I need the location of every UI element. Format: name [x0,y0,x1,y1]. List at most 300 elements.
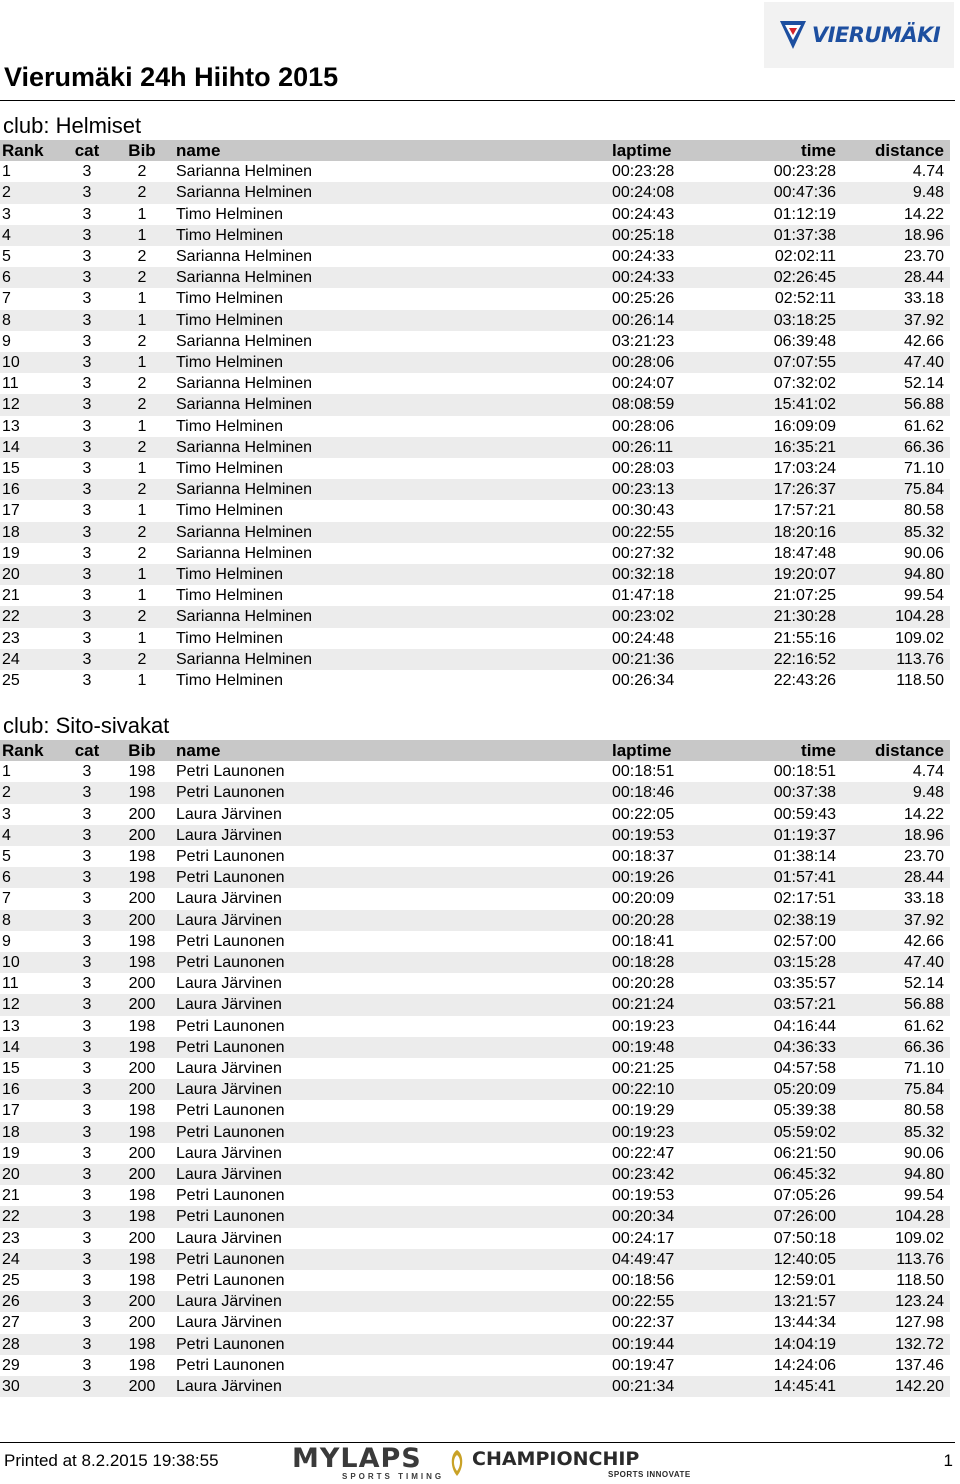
cell-laptime: 00:22:55 [610,522,724,543]
cell-rank: 15 [2,460,20,478]
table-row [0,437,950,458]
table-row [0,1164,950,1185]
col-cat-header: cat [64,140,110,161]
table-row [0,670,950,691]
club-section-helmiset [0,112,942,691]
cell-rank: 15 [2,1060,20,1078]
cell-rank: 21 [2,1187,20,1205]
cell-laptime: 00:25:18 [610,225,724,246]
cell-laptime: 00:23:42 [610,1164,724,1185]
table-row [0,1376,950,1397]
cell-bib: 2 [137,332,147,350]
cell-time: 05:59:02 [724,1122,838,1143]
cell-name: Petri Launonen [176,763,285,781]
cell-rank: 5 [2,248,11,266]
cell-cat: 3 [64,1249,110,1270]
cell-cat: 3 [64,479,110,500]
cell-distance: 42.66 [903,932,944,950]
cell-cat: 3 [82,205,92,223]
cell-name: Sarianna Helminen [174,394,610,415]
results-table [0,140,950,691]
cell-time: 21:30:28 [724,606,838,627]
cell-cat: 3 [82,1144,92,1162]
cell-bib: 200 [128,1314,156,1332]
cell-cat: 3 [82,975,92,993]
cell-rank: 9 [2,332,11,350]
table-row [0,267,950,288]
cell-time: 01:12:19 [773,205,836,223]
cell-time: 02:52:11 [774,290,836,308]
cell-laptime: 00:19:26 [610,867,724,888]
cell-time: 14:45:41 [724,1376,838,1397]
cell-distance: 75.84 [838,479,950,500]
cell-cat: 3 [64,182,110,203]
cell-bib: 200 [128,975,156,993]
table-row [0,1122,950,1143]
cell-bib: 198 [110,952,174,973]
cell-bib: 198 [128,1017,156,1035]
table-row [0,182,950,203]
cell-name: Laura Järvinen [174,910,610,931]
cell-laptime: 00:20:34 [610,1206,724,1227]
cell-time: 01:19:37 [724,825,838,846]
championchip-logo-text: CHAMPIONCHIP [472,1448,640,1470]
cell-name: Sarianna Helminen [176,375,313,393]
table-row [0,543,950,564]
cell-cat: 3 [82,1229,92,1247]
cell-cat: 3 [64,352,110,373]
cell-time: 19:20:07 [724,564,838,585]
cell-time: 00:59:43 [773,805,836,823]
cell-name: Petri Launonen [174,1122,610,1143]
cell-distance: 23.70 [903,248,944,266]
table-row [0,1312,950,1333]
cell-rank: 4 [0,825,64,846]
table-row [0,994,950,1015]
table-row [0,1249,950,1270]
cell-cat: 3 [64,1122,110,1143]
cell-bib: 1 [110,564,174,585]
cell-name: Timo Helminen [176,587,283,605]
mylaps-logo-subtitle: SPORTS TIMING [342,1472,445,1481]
cell-bib: 1 [137,417,147,435]
cell-name: Petri Launonen [174,1206,610,1227]
page-footer [0,1443,955,1482]
cell-bib: 198 [128,1187,156,1205]
cell-bib: 198 [110,867,174,888]
cell-rank: 20 [0,564,64,585]
cell-laptime: 00:19:53 [610,825,724,846]
cell-laptime: 00:20:09 [612,890,675,908]
cell-cat: 3 [64,1376,110,1397]
cell-time: 02:26:45 [724,267,838,288]
mylaps-logo-text: MYLAPS [292,1443,422,1474]
cell-laptime: 00:32:18 [610,564,724,585]
table-row [0,1037,950,1058]
cell-laptime: 00:18:56 [612,1272,675,1290]
cell-cat: 3 [82,1017,92,1035]
cell-rank: 11 [2,375,19,393]
cell-bib: 200 [110,1291,174,1312]
cell-laptime: 00:19:47 [612,1356,675,1374]
table-row [0,1016,950,1037]
cell-rank: 25 [2,1272,20,1290]
table-row [0,1334,950,1355]
cell-cat: 3 [82,890,92,908]
cell-distance: 90.06 [903,544,944,562]
cell-laptime: 00:28:06 [612,417,675,435]
cell-bib: 198 [110,1249,174,1270]
cell-bib: 1 [137,629,147,647]
cell-time: 07:26:00 [724,1206,838,1227]
cell-laptime: 00:26:14 [610,310,724,331]
cell-cat: 3 [64,1037,110,1058]
cell-rank: 19 [2,544,20,562]
cell-distance: 18.96 [838,225,950,246]
table-row [0,458,950,479]
page-number: 1 [943,1451,953,1470]
cell-laptime: 00:19:23 [612,1017,675,1035]
cell-name: Laura Järvinen [176,1060,282,1078]
cell-name: Sarianna Helminen [174,649,610,670]
cell-cat: 3 [82,1187,92,1205]
cell-distance: 52.14 [903,375,944,393]
cell-time: 03:35:57 [773,975,836,993]
cell-distance: 80.58 [903,1102,944,1120]
cell-distance: 113.76 [838,649,950,670]
cell-time: 17:57:21 [773,502,836,520]
cell-time: 03:18:25 [724,310,838,331]
cell-time: 12:59:01 [773,1272,836,1290]
cell-laptime: 00:24:08 [610,182,724,203]
cell-rank: 1 [2,763,11,781]
cell-cat: 3 [64,910,110,931]
cell-name: Laura Järvinen [176,1314,282,1332]
cell-rank: 23 [2,1229,20,1247]
cell-bib: 2 [110,394,174,415]
cell-name: Laura Järvinen [176,1144,282,1162]
cell-time: 13:21:57 [724,1291,838,1312]
table-row [0,585,950,606]
championchip-logo [446,1448,691,1479]
cell-bib: 198 [128,848,156,866]
cell-laptime: 00:22:10 [610,1079,724,1100]
cell-laptime: 00:24:33 [612,248,675,266]
cell-name: Sarianna Helminen [174,479,610,500]
cell-time: 21:07:25 [773,587,836,605]
cell-distance: 113.76 [838,1249,950,1270]
cell-time: 17:26:37 [724,479,838,500]
cell-rank: 23 [2,629,20,647]
cell-distance: 99.54 [903,1187,944,1205]
cell-rank: 18 [0,522,64,543]
cell-distance: 37.92 [838,910,950,931]
table-header-row [0,140,950,161]
cell-distance: 9.48 [838,782,950,803]
cell-laptime: 00:25:26 [612,290,675,308]
cell-bib: 198 [128,1272,156,1290]
cell-bib: 200 [110,825,174,846]
table-row [0,225,950,246]
cell-distance: 56.88 [838,394,950,415]
table-row [0,782,950,803]
cell-name: Laura Järvinen [176,805,282,823]
cell-bib: 2 [110,267,174,288]
table-row [0,352,950,373]
table-row [0,952,950,973]
cell-time: 04:16:44 [773,1017,836,1035]
cell-laptime: 00:20:28 [610,910,724,931]
table-row [0,416,950,437]
cell-cat: 3 [82,417,92,435]
cell-rank: 22 [0,606,64,627]
cell-cat: 3 [64,867,110,888]
cell-laptime: 00:19:23 [610,1122,724,1143]
cell-laptime: 00:18:37 [612,848,675,866]
cell-bib: 200 [110,1164,174,1185]
cell-distance: 52.14 [903,975,944,993]
cell-laptime: 00:18:51 [612,763,675,781]
cell-time: 17:03:24 [773,460,836,478]
table-row [0,1355,950,1376]
cell-bib: 1 [137,460,147,478]
cell-cat: 3 [82,587,92,605]
cell-laptime: 00:24:43 [612,205,675,223]
cell-bib: 200 [110,994,174,1015]
cell-name: Timo Helminen [176,290,283,308]
table-row [0,288,950,309]
cell-distance: 90.06 [903,1144,944,1162]
cell-name: Laura Järvinen [174,825,610,846]
cell-bib: 200 [110,910,174,931]
table-row [0,246,950,267]
cell-cat: 3 [64,564,110,585]
cell-name: Timo Helminen [176,417,283,435]
cell-name: Sarianna Helminen [174,522,610,543]
cell-bib: 200 [128,1060,156,1078]
cell-rank: 7 [2,290,11,308]
cell-cat: 3 [82,163,92,181]
cell-bib: 2 [110,649,174,670]
col-name-header: name [174,140,610,161]
cell-rank: 16 [0,479,64,500]
cell-time: 06:39:48 [773,332,836,350]
cell-laptime: 00:23:02 [610,606,724,627]
table-row [0,888,950,909]
table-row [0,1185,950,1206]
cell-time: 18:20:16 [724,522,838,543]
cell-bib: 1 [110,310,174,331]
results-table [0,740,950,1397]
cell-bib: 1 [137,502,147,520]
cell-distance: 142.20 [838,1376,950,1397]
cell-cat: 3 [64,952,110,973]
table-row [0,628,950,649]
cell-laptime: 03:21:23 [612,332,675,350]
cell-cat: 3 [82,1060,92,1078]
cell-time: 15:41:02 [724,394,838,415]
cell-distance: 47.40 [838,352,950,373]
cell-name: Timo Helminen [176,205,283,223]
table-header-row [0,740,950,761]
cell-rank: 29 [2,1356,20,1374]
cell-distance: 23.70 [903,848,944,866]
cell-name: Petri Launonen [176,848,285,866]
cell-rank: 17 [2,1102,20,1120]
cell-name: Timo Helminen [176,460,283,478]
cell-bib: 1 [137,205,147,223]
cell-laptime: 00:19:48 [610,1037,724,1058]
cell-cat: 3 [82,1356,92,1374]
table-row [0,161,950,182]
cell-laptime: 00:28:03 [612,460,675,478]
cell-rank: 16 [0,1079,64,1100]
cell-laptime: 00:23:28 [612,163,675,181]
cell-rank: 24 [0,1249,64,1270]
cell-name: Sarianna Helminen [176,248,313,266]
cell-time: 14:04:19 [724,1334,838,1355]
cell-bib: 200 [110,1079,174,1100]
club-section-sito-sivakat [0,712,942,1397]
cell-bib: 2 [137,375,147,393]
cell-rank: 4 [0,225,64,246]
cell-cat: 3 [64,1206,110,1227]
cell-laptime: 00:26:34 [612,672,675,690]
table-row [0,1143,950,1164]
cell-bib: 2 [137,248,147,266]
cell-bib: 2 [110,522,174,543]
cell-cat: 3 [64,1164,110,1185]
col-rank-header: Rank [0,740,64,761]
cell-bib: 198 [128,1356,156,1374]
cell-time: 14:24:06 [773,1356,836,1374]
cell-time: 06:21:50 [773,1144,836,1162]
cell-rank: 10 [0,352,64,373]
cell-cat: 3 [82,1272,92,1290]
cell-rank: 12 [0,994,64,1015]
vierumaki-logo-text: VIERUMÄKI [811,23,941,47]
cell-bib: 1 [137,672,147,690]
cell-laptime: 00:18:28 [610,952,724,973]
cell-laptime: 00:24:17 [612,1229,675,1247]
cell-name: Timo Helminen [174,564,610,585]
cell-bib: 198 [110,782,174,803]
cell-rank: 19 [2,1144,20,1162]
cell-name: Sarianna Helminen [176,544,313,562]
cell-time: 12:40:05 [724,1249,838,1270]
vierumaki-logo [764,2,954,68]
cell-distance: 118.50 [896,672,944,690]
cell-bib: 200 [110,1376,174,1397]
cell-distance: 75.84 [838,1079,950,1100]
page-title: Vierumäki 24h Hiihto 2015 [4,62,339,92]
cell-cat: 3 [64,782,110,803]
cell-name: Sarianna Helminen [174,437,610,458]
table-row [0,1079,950,1100]
cell-distance: 71.10 [903,1060,944,1078]
cell-bib: 2 [110,437,174,458]
cell-name: Sarianna Helminen [174,182,610,203]
table-row [0,522,950,543]
cell-bib: 1 [137,587,147,605]
cell-bib: 200 [128,1229,156,1247]
cell-name: Sarianna Helminen [174,606,610,627]
cell-rank: 22 [0,1206,64,1227]
cell-rank: 2 [0,182,64,203]
cell-distance: 127.98 [895,1314,944,1332]
cell-name: Petri Launonen [174,1334,610,1355]
cell-distance: 118.50 [896,1272,944,1290]
cell-rank: 18 [0,1122,64,1143]
cell-time: 13:44:34 [773,1314,836,1332]
cell-distance: 66.36 [838,1037,950,1058]
table-row [0,1228,950,1249]
championchip-logo-subtitle: SPORTS INNOVATE [608,1470,691,1479]
club-title: club: Helmiset [3,113,142,138]
cell-name: Timo Helminen [176,629,283,647]
cell-cat: 3 [82,932,92,950]
cell-bib: 2 [110,479,174,500]
cell-time: 07:07:55 [724,352,838,373]
cell-bib: 198 [128,763,156,781]
col-name-header: name [174,740,610,761]
cell-laptime: 00:21:25 [612,1060,675,1078]
cell-time: 01:37:38 [724,225,838,246]
cell-rank: 17 [2,502,20,520]
cell-bib: 198 [128,1102,156,1120]
cell-distance: 47.40 [838,952,950,973]
cell-laptime: 04:49:47 [610,1249,724,1270]
table-row [0,204,950,225]
cell-distance: 104.28 [838,1206,950,1227]
col-cat-header: cat [64,740,110,761]
cell-time: 01:38:14 [773,848,836,866]
cell-cat: 3 [64,310,110,331]
col-bib-header: Bib [110,740,174,761]
cell-time: 00:18:51 [773,763,836,781]
cell-name: Timo Helminen [174,310,610,331]
cell-bib: 1 [110,225,174,246]
cell-rank: 6 [0,867,64,888]
cell-cat: 3 [64,1334,110,1355]
cell-distance: 4.74 [912,763,944,781]
cell-bib: 198 [110,1206,174,1227]
club-title: club: Sito-sivakat [3,713,170,738]
cell-name: Petri Launonen [176,1272,285,1290]
cell-bib: 198 [110,1334,174,1355]
table-row [0,394,950,415]
cell-cat: 3 [64,825,110,846]
cell-distance: 71.10 [903,460,944,478]
cell-distance: 85.32 [838,522,950,543]
cell-bib: 2 [137,544,147,562]
cell-rank: 6 [0,267,64,288]
table-row [0,564,950,585]
cell-distance: 94.80 [838,564,950,585]
cell-time: 07:05:26 [773,1187,836,1205]
cell-name: Petri Launonen [176,932,285,950]
cell-rank: 20 [0,1164,64,1185]
cell-distance: 61.62 [903,1017,944,1035]
cell-laptime: 00:24:48 [612,629,675,647]
cell-rank: 13 [2,417,20,435]
cell-distance: 137.46 [895,1356,944,1374]
table-row [0,1058,950,1079]
cell-distance: 109.02 [895,1229,944,1247]
cell-name: Laura Järvinen [174,1291,610,1312]
cell-cat: 3 [82,502,92,520]
cell-cat: 3 [64,267,110,288]
